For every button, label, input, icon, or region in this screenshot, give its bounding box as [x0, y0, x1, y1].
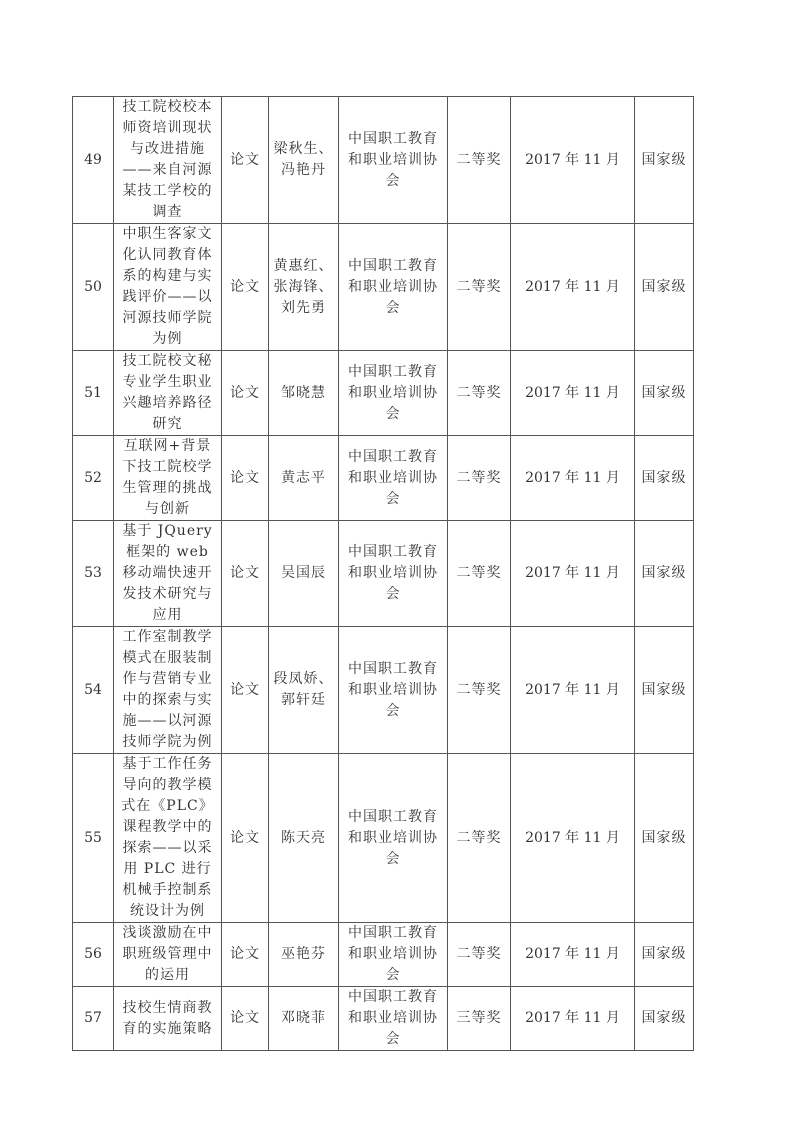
- date-cell: 2017 年 11 月: [511, 224, 635, 351]
- awards-table: [72, 96, 694, 1051]
- organizer-cell: 中国职工教育和职业培训协会: [339, 521, 448, 627]
- level-cell: 国家级: [635, 923, 694, 987]
- date-cell: 2017 年 11 月: [511, 923, 635, 987]
- date-cell: 2017 年 11 月: [511, 97, 635, 224]
- level-cell: 国家级: [635, 987, 694, 1051]
- type-cell: 论文: [222, 351, 269, 436]
- row-number-cell: 50: [73, 224, 114, 351]
- level-cell: 国家级: [635, 351, 694, 436]
- table-row: [73, 436, 694, 521]
- awards-table-body: [73, 97, 694, 1051]
- type-cell: 论文: [222, 754, 269, 923]
- organizer-cell: 中国职工教育和职业培训协会: [339, 754, 448, 923]
- award-cell: 二等奖: [448, 351, 511, 436]
- type-cell: 论文: [222, 987, 269, 1051]
- row-number-cell: 53: [73, 521, 114, 627]
- table-row: [73, 987, 694, 1051]
- type-cell: 论文: [222, 627, 269, 754]
- organizer-cell: 中国职工教育和职业培训协会: [339, 923, 448, 987]
- title-cell: 中职生客家文化认同教育体系的构建与实践评价——以河源技师学院为例: [114, 224, 222, 351]
- level-cell: 国家级: [635, 436, 694, 521]
- award-cell: 二等奖: [448, 521, 511, 627]
- award-cell: 二等奖: [448, 97, 511, 224]
- row-number-cell: 57: [73, 987, 114, 1051]
- authors-cell: 邹晓慧: [269, 351, 339, 436]
- row-number-cell: 51: [73, 351, 114, 436]
- title-cell: 技校生情商教育的实施策略: [114, 987, 222, 1051]
- title-cell: 基于工作任务导向的教学模式在《PLC》课程教学中的探索——以采用 PLC 进行机械手控制系统设计为例: [114, 754, 222, 923]
- date-cell: 2017 年 11 月: [511, 436, 635, 521]
- authors-cell: 梁秋生、冯艳丹: [269, 97, 339, 224]
- level-cell: 国家级: [635, 521, 694, 627]
- type-cell: 论文: [222, 923, 269, 987]
- row-number-cell: 52: [73, 436, 114, 521]
- authors-cell: 黄志平: [269, 436, 339, 521]
- authors-cell: 巫艳芬: [269, 923, 339, 987]
- table-row: [73, 754, 694, 923]
- organizer-cell: 中国职工教育和职业培训协会: [339, 436, 448, 521]
- table-row: [73, 521, 694, 627]
- title-cell: 互联网+背景下技工院校学生管理的挑战与创新: [114, 436, 222, 521]
- type-cell: 论文: [222, 436, 269, 521]
- authors-cell: 邓晓菲: [269, 987, 339, 1051]
- table-row: [73, 97, 694, 224]
- type-cell: 论文: [222, 521, 269, 627]
- row-number-cell: 49: [73, 97, 114, 224]
- table-row: [73, 923, 694, 987]
- table-row: [73, 224, 694, 351]
- authors-cell: 黄惠红、张海锋、刘先勇: [269, 224, 339, 351]
- organizer-cell: 中国职工教育和职业培训协会: [339, 224, 448, 351]
- row-number-cell: 56: [73, 923, 114, 987]
- award-cell: 二等奖: [448, 627, 511, 754]
- date-cell: 2017 年 11 月: [511, 627, 635, 754]
- award-cell: 三等奖: [448, 987, 511, 1051]
- organizer-cell: 中国职工教育和职业培训协会: [339, 627, 448, 754]
- row-number-cell: 54: [73, 627, 114, 754]
- award-cell: 二等奖: [448, 923, 511, 987]
- authors-cell: 吴国辰: [269, 521, 339, 627]
- level-cell: 国家级: [635, 627, 694, 754]
- type-cell: 论文: [222, 224, 269, 351]
- level-cell: 国家级: [635, 224, 694, 351]
- table-row: [73, 627, 694, 754]
- authors-cell: 段凤娇、郭轩廷: [269, 627, 339, 754]
- organizer-cell: 中国职工教育和职业培训协会: [339, 987, 448, 1051]
- award-cell: 二等奖: [448, 224, 511, 351]
- type-cell: 论文: [222, 97, 269, 224]
- title-cell: 基于 JQuery 框架的 web 移动端快速开发技术研究与应用: [114, 521, 222, 627]
- date-cell: 2017 年 11 月: [511, 351, 635, 436]
- level-cell: 国家级: [635, 754, 694, 923]
- date-cell: 2017 年 11 月: [511, 521, 635, 627]
- date-cell: 2017 年 11 月: [511, 987, 635, 1051]
- date-cell: 2017 年 11 月: [511, 754, 635, 923]
- title-cell: 浅谈激励在中职班级管理中的运用: [114, 923, 222, 987]
- award-cell: 二等奖: [448, 436, 511, 521]
- level-cell: 国家级: [635, 97, 694, 224]
- organizer-cell: 中国职工教育和职业培训协会: [339, 97, 448, 224]
- award-cell: 二等奖: [448, 754, 511, 923]
- row-number-cell: 55: [73, 754, 114, 923]
- organizer-cell: 中国职工教育和职业培训协会: [339, 351, 448, 436]
- title-cell: 工作室制教学模式在服装制作与营销专业中的探索与实施——以河源技师学院为例: [114, 627, 222, 754]
- authors-cell: 陈天亮: [269, 754, 339, 923]
- table-row: [73, 351, 694, 436]
- title-cell: 技工院校文秘专业学生职业兴趣培养路径研究: [114, 351, 222, 436]
- title-cell: 技工院校校本师资培训现状与改进措施——来自河源某技工学校的调查: [114, 97, 222, 224]
